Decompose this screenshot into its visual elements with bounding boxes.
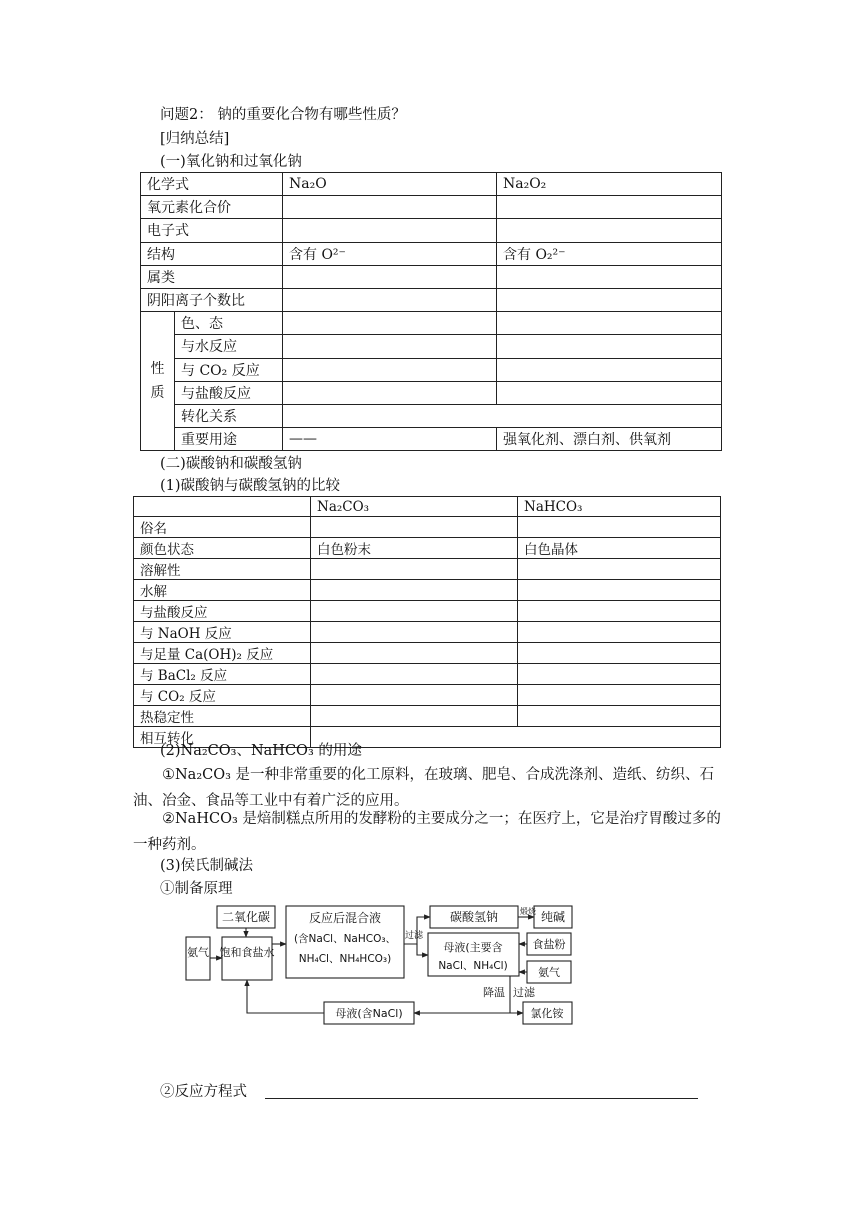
row-header: 与 NaOH 反应	[134, 622, 311, 643]
mixture-line-2: (含NaCl、NaHCO₃、	[293, 933, 397, 945]
table-cell-blank	[497, 219, 722, 242]
table-cell-blank	[311, 727, 721, 748]
row-header: 颜色状态	[134, 538, 311, 559]
table-cell-blank	[497, 358, 722, 381]
carbonate-comparison-table	[133, 496, 721, 748]
uses-na2o: ——	[283, 428, 497, 451]
table-cell-blank	[311, 685, 518, 706]
table-row	[141, 196, 722, 219]
row-header-water: 与水反应	[175, 335, 283, 358]
principle-label: ①制备原理	[160, 881, 233, 897]
table-row	[134, 538, 721, 559]
ammonia-right-label: 氨气	[538, 966, 560, 979]
table-cell-blank	[311, 580, 518, 601]
section-1-title: (一)氧化钠和过氧化钠	[160, 154, 302, 170]
row-header-convert: 转化关系	[175, 404, 283, 427]
row-header: 相互转化	[134, 727, 311, 748]
properties-group-label	[141, 312, 175, 451]
table-cell-blank	[518, 706, 721, 727]
row-header-hcl: 与盐酸反应	[175, 381, 283, 404]
row-header-ratio: 阴阳离子个数比	[141, 288, 283, 311]
table-cell-blank	[497, 335, 722, 358]
color-na2co3: 白色粉末	[311, 538, 518, 559]
header-na2o: Na₂O	[283, 173, 497, 196]
nahco3-label: 碳酸氢钠	[449, 910, 499, 924]
header-nahco3: NaHCO₃	[518, 497, 721, 517]
structure-na2o: 含有 O²⁻	[283, 242, 497, 265]
table-row	[134, 559, 721, 580]
mixture-line-1: 反应后混合液	[308, 911, 382, 925]
row-header-color: 色、态	[175, 312, 283, 335]
brine-label: 饱和食盐水	[219, 946, 275, 959]
table-cell-blank	[497, 288, 722, 311]
table-row	[134, 685, 721, 706]
table-cell-blank	[518, 664, 721, 685]
nh4cl-label: 氯化铵	[530, 1007, 564, 1020]
table-cell-blank	[497, 312, 722, 335]
table-cell-blank	[283, 196, 497, 219]
row-header-electron: 电子式	[141, 219, 283, 242]
uses-na2o2: 强氧化剂、漂白剂、供氧剂	[497, 428, 722, 451]
mother-line-2: NaCl、NH₄Cl)	[438, 960, 508, 972]
table-cell-blank	[283, 265, 497, 288]
table-row	[134, 643, 721, 664]
row-header-class: 属类	[141, 265, 283, 288]
table-cell-blank	[311, 706, 518, 727]
salt-label: 食盐粉	[532, 938, 566, 951]
table-row	[134, 580, 721, 601]
mother-nacl-label: 母液(含NaCl)	[335, 1007, 403, 1020]
table-cell-blank	[518, 517, 721, 538]
table-cell-blank	[283, 358, 497, 381]
table-row	[141, 381, 722, 404]
table-row	[141, 335, 722, 358]
row-header: 水解	[134, 580, 311, 601]
color-nahco3: 白色晶体	[518, 538, 721, 559]
table-row	[141, 358, 722, 381]
table-row	[134, 601, 721, 622]
soda-label: 纯碱	[540, 910, 566, 924]
table-row	[134, 664, 721, 685]
table-row	[141, 288, 722, 311]
table-cell-blank	[518, 685, 721, 706]
table-cell-blank	[283, 288, 497, 311]
equation-answer-line[interactable]	[265, 1098, 698, 1099]
header-na2o2: Na₂O₂	[497, 173, 722, 196]
table-cell-blank	[497, 196, 722, 219]
table-cell-blank	[497, 265, 722, 288]
row-header: 热稳定性	[134, 706, 311, 727]
table-cell-blank	[283, 312, 497, 335]
table-cell-blank	[283, 219, 497, 242]
table-cell-blank	[518, 559, 721, 580]
table-row	[134, 497, 721, 517]
table-row	[141, 219, 722, 242]
table-cell-blank	[518, 622, 721, 643]
properties-label: 性质	[150, 361, 165, 402]
row-header: 与 CO₂ 反应	[134, 685, 311, 706]
table-row	[134, 517, 721, 538]
table-row	[141, 242, 722, 265]
table-row	[134, 622, 721, 643]
table-cell-blank	[311, 622, 518, 643]
table-cell-blank	[311, 643, 518, 664]
table-row	[141, 428, 722, 451]
table-row	[134, 706, 721, 727]
table-row	[141, 173, 722, 196]
subsection-2-title: (2)Na₂CO₃、NaHCO₃ 的用途	[160, 743, 362, 759]
use-paragraph-2: ②NaHCO₃ 是焙制糕点所用的发酵粉的主要成分之一；在医疗上，它是治疗胃酸过多的一种药剂。	[133, 811, 721, 853]
row-header: 俗名	[134, 517, 311, 538]
table-cell-blank	[283, 335, 497, 358]
ammonia-left-label: 氨气	[187, 946, 209, 959]
section-2-title: (二)碳酸钠和碳酸氢钠	[160, 456, 302, 472]
row-header-structure: 结构	[141, 242, 283, 265]
table-cell-blank	[311, 601, 518, 622]
cool-label: 降温	[483, 986, 505, 999]
row-header: 与盐酸反应	[134, 601, 311, 622]
table-row	[141, 312, 722, 335]
mixture-line-3: NH₄Cl、NH₄HCO₃)	[298, 953, 392, 965]
subsection-3-title: (3)侯氏制碱法	[160, 858, 254, 874]
filter-label: 过滤	[405, 931, 424, 941]
row-header: 与 BaCl₂ 反应	[134, 664, 311, 685]
equation-label: ②反应方程式	[160, 1084, 247, 1100]
co2-label: 二氧化碳	[221, 910, 271, 924]
oxide-peroxide-table	[140, 172, 722, 451]
calcine-label: 煅烧	[520, 907, 536, 916]
question-2-title: 问题2： 钠的重要化合物有哪些性质？	[160, 107, 406, 123]
summary-label: [归纳总结]	[160, 131, 230, 147]
table-cell-blank	[311, 517, 518, 538]
hou-process-diagram	[183, 900, 583, 1030]
row-header-formula: 化学式	[141, 173, 283, 196]
structure-na2o2: 含有 O₂²⁻	[497, 242, 722, 265]
table-cell-blank	[518, 601, 721, 622]
header-na2co3: Na₂CO₃	[311, 497, 518, 517]
row-header: 溶解性	[134, 559, 311, 580]
mother-line-1: 母液(主要含	[443, 941, 503, 954]
table-row	[141, 265, 722, 288]
table-cell-blank	[311, 559, 518, 580]
table-cell-blank	[518, 580, 721, 601]
subsection-1-title: (1)碳酸钠与碳酸氢钠的比较	[160, 478, 341, 494]
row-header-valence: 氧元素化合价	[141, 196, 283, 219]
table-cell-blank	[134, 497, 311, 517]
table-cell-blank	[497, 381, 722, 404]
table-cell-blank	[283, 381, 497, 404]
table-cell-blank	[283, 404, 722, 427]
filter2-label: 过滤	[513, 986, 535, 999]
row-header-uses: 重要用途	[175, 428, 283, 451]
use-paragraph-1: ①Na₂CO₃ 是一种非常重要的化工原料，在玻璃、肥皂、合成洗涤剂、造纸、纺织、石油、冶金、食品等工业中有着广泛的应用。	[133, 767, 715, 809]
row-header-co2: 与 CO₂ 反应	[175, 358, 283, 381]
table-cell-blank	[518, 643, 721, 664]
table-row	[141, 404, 722, 427]
row-header: 与足量 Ca(OH)₂ 反应	[134, 643, 311, 664]
table-cell-blank	[311, 664, 518, 685]
